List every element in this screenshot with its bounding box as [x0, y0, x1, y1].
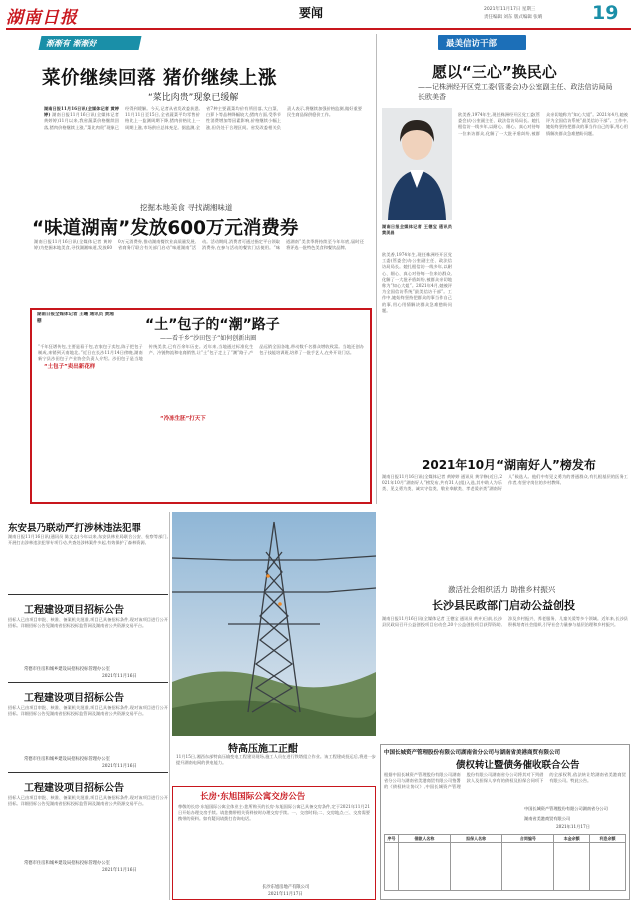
debt-notice-body: 根据中国长城资产管理股份有限公司湖南省分公司与湖南省美港商贸有限公司签署的《债权转让协议》,中国长城资产管理股份有限公司湖南省分公司将其对下列借款人及担保人享有的债权及担保合同项下的全部权利,依法转让给湖南省美港商贸有限公司。特此公告。: [384, 772, 626, 790]
housing-notice-title: 长房·东旭国际公寓交房公告: [200, 792, 306, 802]
notice3-date: 2021年11月16日: [102, 868, 137, 873]
notice2-footer: 常德市住房和城乡建设局招标投标管理办公室: [24, 757, 110, 762]
debt-notice-title-line1: 中国长城资产管理股份有限公司湖南省分公司与湖南省美港商贸有限公司: [384, 750, 561, 756]
table-header-cell: 合同编号: [502, 835, 554, 843]
article3-headline: “土”包子的“潮”路子: [145, 317, 280, 333]
article7-headline: 东安县乃联动严打涉林违法犯罪: [8, 523, 142, 534]
notice1-footer: 常德市住房和城乡建设局招标投标管理办公室: [24, 667, 110, 672]
page-number: 19: [592, 2, 619, 24]
debt-notice-signer2: 湖南省美港商贸有限公司: [524, 816, 571, 821]
article3-section1: “土包子”卖出新花样: [44, 364, 96, 370]
pylon-photo: [172, 512, 376, 736]
debt-notice-signer1: 中国长城资产管理股份有限公司湖南省分公司: [524, 806, 608, 811]
article3-subhead: ——看千乡“沙田包子”如何创新出圈: [160, 335, 257, 342]
debt-table: [384, 834, 626, 896]
article3-section2: “冷冻生胚”打天下: [160, 416, 206, 422]
table-header-cell: 担保人名称: [450, 835, 502, 843]
pylon-photo-image: [172, 512, 376, 736]
notice3-body: 招标人已由项目审批、核准、备案机关批准,项目已具备招标条件,现对该项目进行公开招标。详细招标公告见湖南省招标投标监管网及湖南省公共资源交易平台。: [8, 795, 168, 807]
debt-notice-date: 2021年11月17日: [556, 824, 590, 829]
table-header-cell: 本金余额: [554, 835, 590, 843]
article2-kicker: 挖掘本地美食 寻找湖湘味道: [140, 203, 233, 212]
article7-body: 湖南日报11月16日讯(通讯员 陈文志)今年以来,东安县林业局联合公安、检察等部门,开展打击涉林违法犯罪专项行动,共查处涉林案件多起,有效保护了森林资源。: [8, 534, 168, 546]
article4-body: 欧美香,1974年生,现任株洲经开区党工委(管委会)办公室副主任、政法信访局局长。她扎根信访一线多年,以耐心、细心、真心对待每一位来访群众,化解了一大批矛盾纠纷,被群众亲切地称为“知心大姐”。2021年4月,她被评为全国信访系统“最美信访干部”。工作中,她始终坚持把群众的事当作自己的事,用心用情解决群众急难愁盼问题。: [458, 112, 628, 136]
table-header-row: [385, 835, 626, 843]
pylon-caption-body: 11月15日,湘西东部特高压输变电工程建设现场,施工人员在进行铁塔组立作业。该工程建成投运后,将进一步提升湖南电网的供电能力。: [176, 754, 376, 766]
table-header-cell: 借款人名称: [398, 835, 450, 843]
article5-body: 湖南日报11月16日讯(全媒体记者 黄婷婷 通讯员 黄学修)近日,2021年10月“湖南好人”榜发布,共有31人(组)入选,其中助人为乐类、见义勇为类、诚实守信类、敬业奉献类、孝老爱亲类“湖南好人”候选人。他们中有见义勇为的普通群众,有扎根基层的医务工作者,有坚守岗位的乡村教师。: [382, 474, 628, 492]
article4-intro: 欧美香,1974年生,现任株洲经开区党工委(管委会)办公室副主任、政法信访局局长。她扎根信访一线多年,以耐心、细心、真心对待每一位来访群众,化解了一大批矛盾纠纷,被群众亲切地称为“知心大姐”。2021年4月,她被评为全国信访系统“最美信访干部”。工作中,她始终坚持把群众的事当作自己的事,用心用情解决群众急难愁盼问题。: [382, 252, 452, 313]
portrait-figure: [382, 108, 452, 220]
masthead: [0, 0, 637, 30]
notice2-rule: [8, 682, 168, 683]
notice3-footer: 常德市住房和城乡建设局招标投标管理办公室: [24, 861, 110, 866]
masthead-date: 2021年11月17日 星期三: [484, 7, 536, 12]
table-row: [385, 843, 626, 891]
notice1-rule: [8, 594, 168, 595]
article3-body: “千年狂谱传包,主要是看于包,农家包子卖包,陈子把包子制成,来销到天南地北。”近日在长沙11月14日傍晚,湖南新宁县沙田包子产业协会负责人介绍。沙田包子是当地传统美食,已有百余年历史。近年来,当地通过标准化生产、冷链物流和电商销售,让“土”包子走上了“潮”路子,产品远销全国各地,带动数千名群众增收致富。当地还创办包子技能培训班,培养了一批手艺人,在外开设门店。: [38, 344, 364, 362]
article3-byline: 湖南日报全媒体记者 王曦 通讯员 黄湘棚: [37, 312, 114, 324]
article4-subhead: ——记株洲经开区党工委(管委会)办公室副主任、政法信访局局长欧美香: [418, 83, 613, 101]
masthead-rule: [6, 28, 631, 30]
housing-notice-date: 2021年11月17日: [268, 892, 303, 897]
article1-text: 湖南日报11月16日讯(全媒体记者 黄婷婷)11月以来,我省蔬菜价格继续回落,猪肉价格继续上涨,“菜比肉贵”现象已经得到缓解。今天,记者从省发改委获悉,11月11日至15日,全省蔬菜平均零售价格比上一监测周期下降,猪肉价格比上一周期上涨,市场供应总体充足。据监测,全省7种主要蔬菜均价有所回落,大白菜、白萝卜等品种降幅较大;猪肉方面,受季节性消费增加等因素影响,价格继续小幅上涨,但仍处于合理区间。省发改委相关负责人表示,将继续加强价格监测,做好重要民生商品保供稳价工作。: [44, 106, 362, 130]
notice2-date: 2021年11月16日: [102, 764, 137, 769]
masthead-logo: 湖南日报: [6, 8, 78, 28]
table-header-cell: 序号: [385, 835, 399, 843]
housing-notice-footer: 长沙东旭房地产有限公司: [262, 885, 310, 890]
article1-subhead: “菜比肉贵”现象已缓解: [148, 93, 239, 103]
article1-headline: 菜价继续回落 猪价继续上涨: [42, 68, 277, 89]
notice3-rule: [8, 772, 168, 773]
article2-headline: “味道湖南”发放600万元消费券: [32, 218, 299, 239]
column-divider: [376, 34, 377, 504]
notice2-title: 工程建设项目招标公告: [24, 693, 124, 704]
column-divider: [169, 512, 170, 900]
article4-headline: 愿以“三心”换民心: [432, 63, 557, 81]
article6-body: 湖南日报11月16日讯(全媒体记者 王德宝 通讯员 黄卉)日前,长沙县民政局召开公益创投项目启动会,20个公益创投项目获得资助,涉及乡村振兴、养老服务、儿童关爱等多个领域。近年来,长沙县积极培育社会组织,引导社会力量参与基层治理和乡村振兴。: [382, 616, 628, 628]
article2-body: 湖南日报11月16日讯(全媒体记者 黄婷婷)为挖掘本地美食,寻找湖湘味道,发放600万元消费券,推动湖南餐饮业高质量发展,省商务厅联合有关部门启动“味道湖南”活动。活动期间,消费者可通过指定平台领取消费券,在参与活动的餐饮门店使用。“味道湖南”美食季将持续至今年年底,届时还将评选一批特色美食和餐饮品牌。: [34, 239, 364, 251]
article4-byline: 湖南日报全媒体记者 王德宝 通讯员 黄美昌: [382, 224, 452, 236]
debt-table-grid: [384, 834, 626, 891]
notice1-date: 2021年11月16日: [102, 674, 137, 679]
debt-notice-title-line2: 债权转让暨债务催收联合公告: [456, 760, 580, 771]
article5-headline: 2021年10月“湖南好人”榜发布: [422, 458, 596, 472]
table-header-cell: 利息余额: [590, 835, 626, 843]
article1-byline: 湖南日报11月16日讯(全媒体记者 黄婷婷): [44, 106, 119, 118]
article1-body: [44, 106, 362, 200]
notice1-body: 招标人已由项目审批、核准、备案机关批准,项目已具备招标条件,现对该项目进行公开招标。详细招标公告见湖南省招标投标监管网及湖南省公共资源交易平台。: [8, 617, 168, 629]
banner-text: 渐渐有 渐渐好: [46, 39, 97, 48]
portrait-photo: [382, 108, 452, 220]
article6-kicker: 激活社会组织活力 助推乡村振兴: [448, 585, 556, 594]
notice1-title: 工程建设项目招标公告: [24, 605, 124, 616]
notice3-title: 工程建设项目招标公告: [24, 783, 124, 794]
masthead-editors: 责任编辑 刘东 版式编辑 张晴: [484, 15, 543, 20]
pylon-caption-title: 特高压施工正酣: [228, 744, 298, 755]
article6-headline: 长沙县民政部门启动公益创投: [432, 599, 575, 612]
section-title: 要闻: [299, 6, 324, 20]
notice2-body: 招标人已由项目审批、核准、备案机关批准,项目已具备招标条件,现对该项目进行公开招标。详细招标公告见湖南省招标投标监管网及湖南省公共资源交易平台。: [8, 705, 168, 717]
housing-notice-body: 尊敬的长房·东旭国际公寓全体业主:您所购买的长房·东旭国际公寓已具备交房条件,定于2021年11月21日开始办理交房手续。请您携带相关资料按时办理交房手续。一、交房时间;二、交房地点;三、交房需要携带的资料。如有疑问请拨打咨询电话。: [178, 804, 370, 822]
article4-column-label: 最美信访干部: [446, 39, 498, 49]
